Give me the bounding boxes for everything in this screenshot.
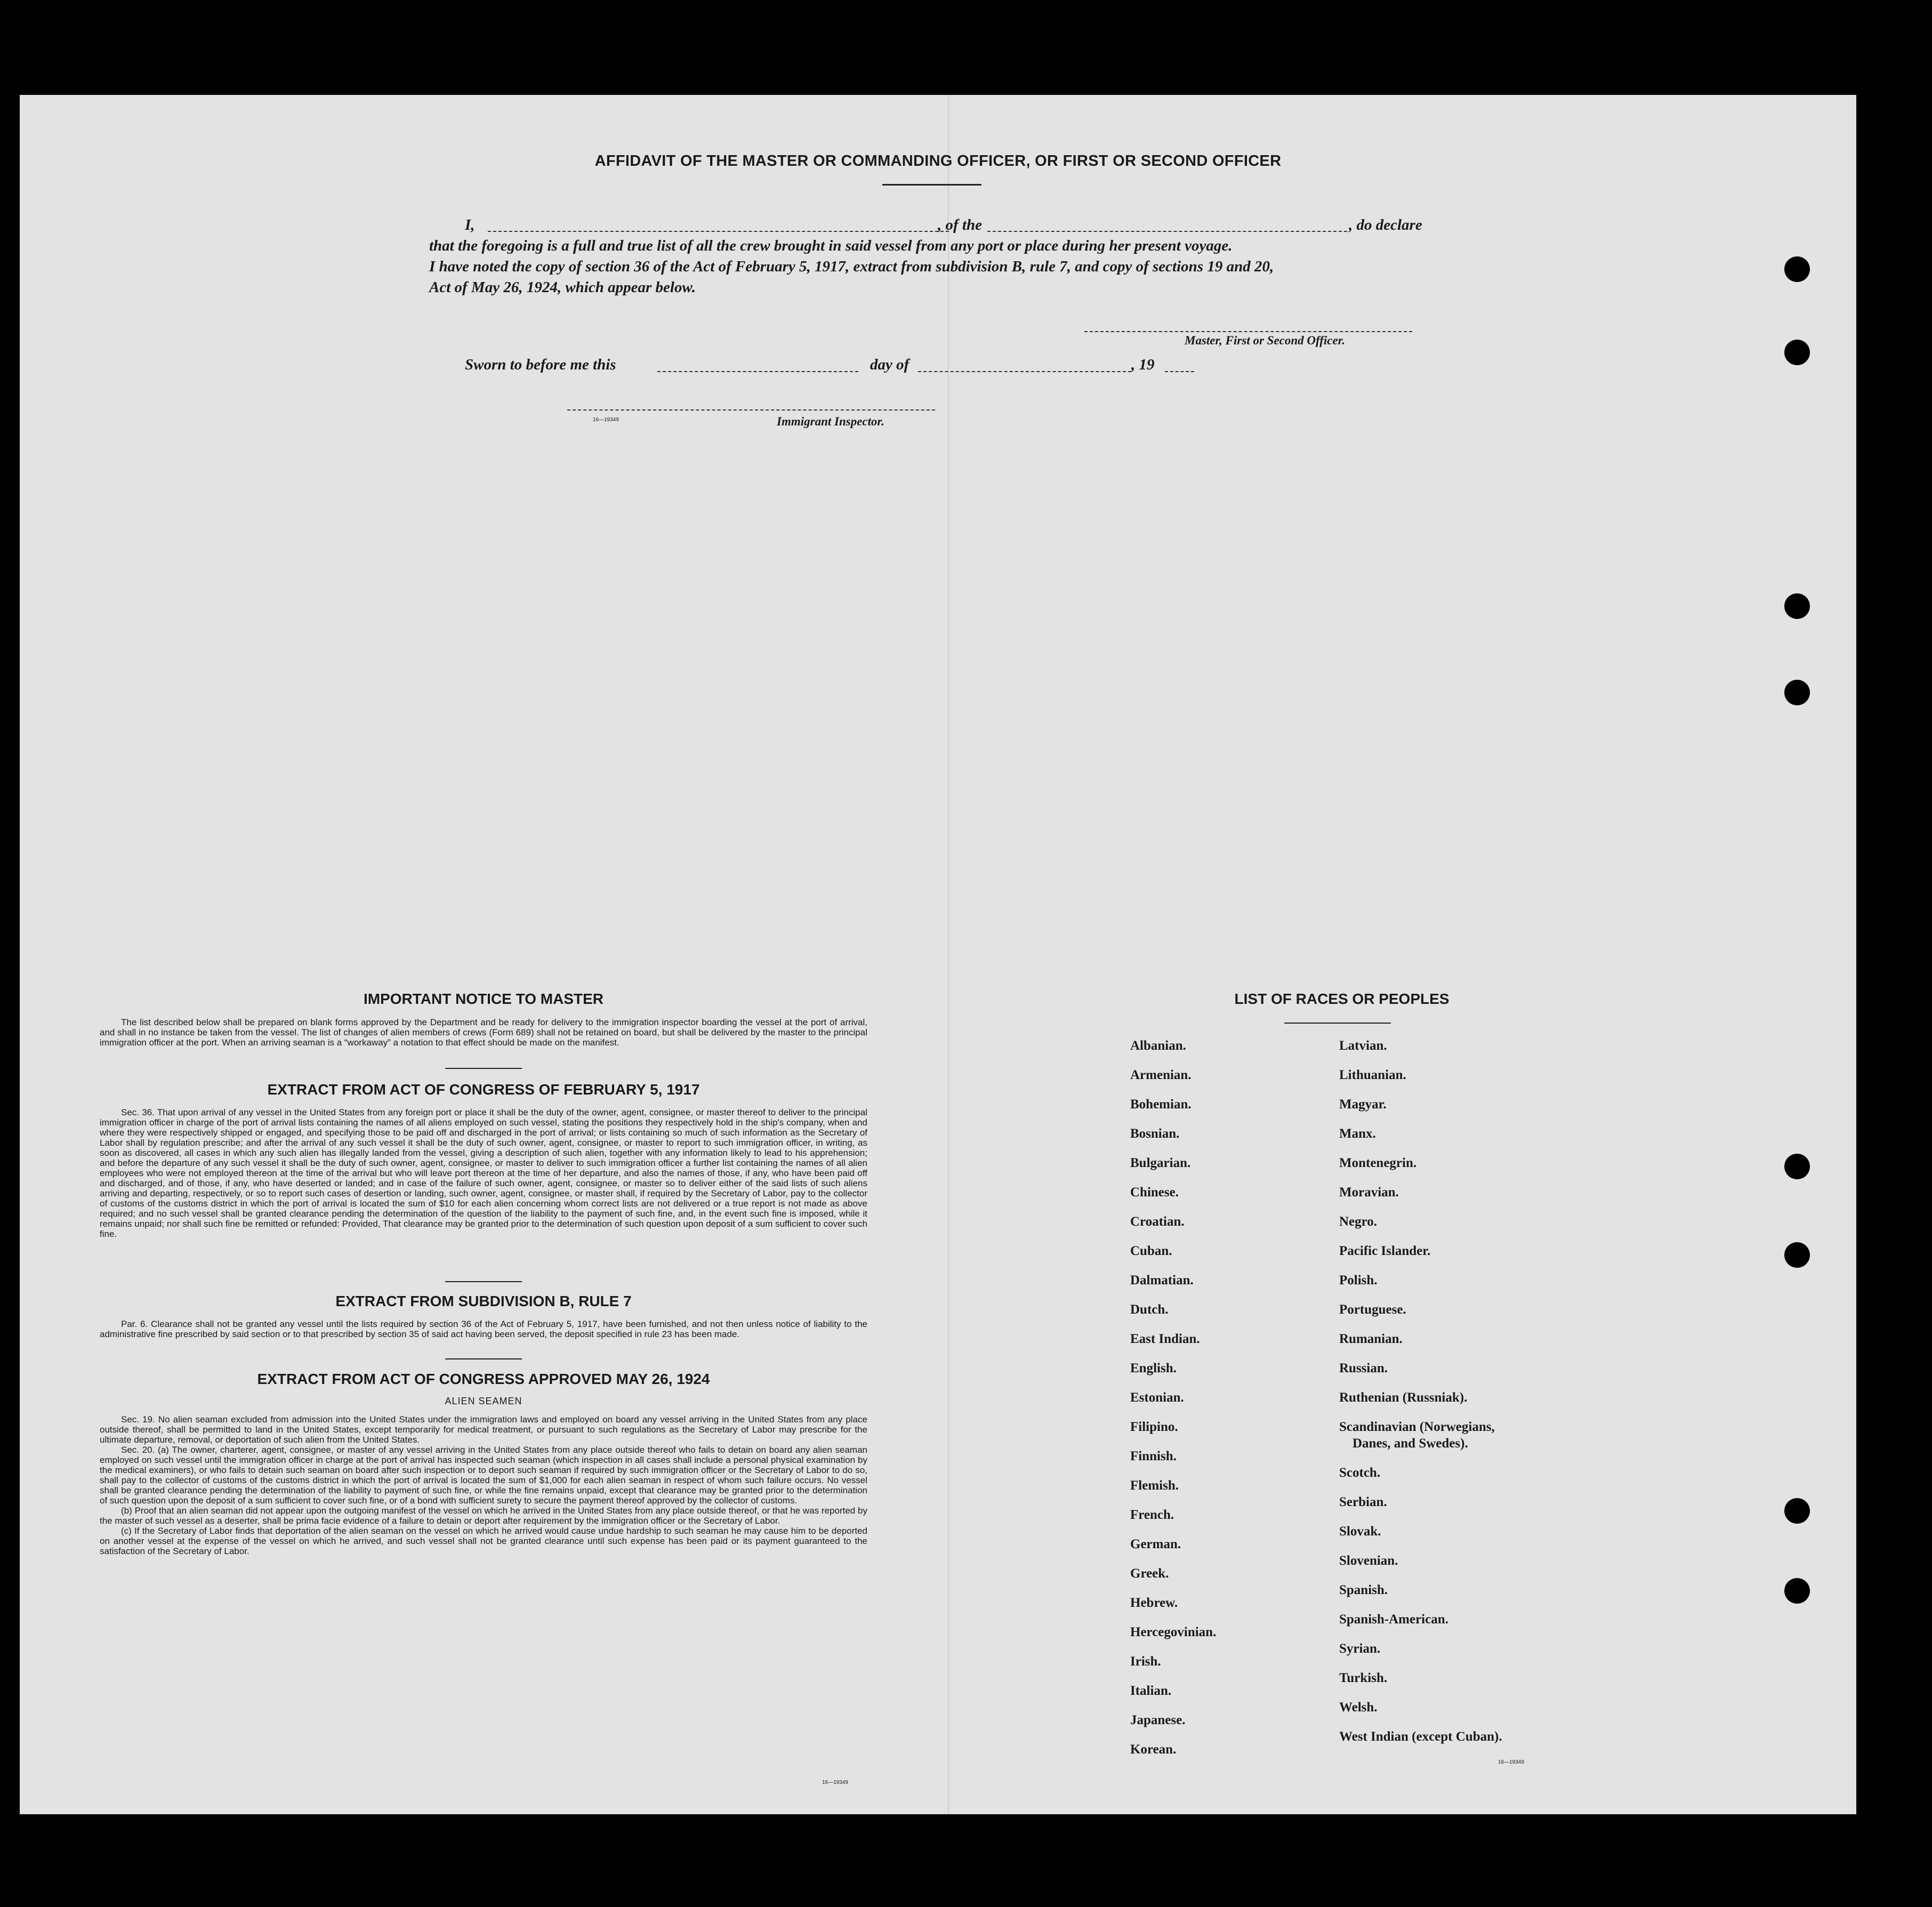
affidavit-line-4: Act of May 26, 1924, which appear below.	[429, 279, 696, 296]
race-item: Cuban.	[1130, 1244, 1172, 1258]
race-item: Pacific Islander.	[1339, 1244, 1431, 1258]
race-item: Rumanian.	[1339, 1332, 1403, 1346]
notice-title: IMPORTANT NOTICE TO MASTER	[363, 991, 604, 1007]
race-item: Turkish.	[1339, 1671, 1388, 1685]
race-item: Dutch.	[1130, 1302, 1169, 1317]
par6-paragraph: Par. 6. Clearance shall not be granted any vessel until the lists required by section 36 of the Act of February 5, 1917, have been furnished, and not then unless notice of liability to the administrative fine prescribed by said section or to that prescribed by section 35 of said act having been served, the deposit specified in rule 23 has been made.	[100, 1319, 867, 1339]
race-item: Flemish.	[1130, 1478, 1179, 1493]
race-item: Magyar.	[1339, 1097, 1387, 1112]
race-item: English.	[1130, 1361, 1177, 1375]
punch-hole	[1784, 1578, 1810, 1604]
extract-1924-text	[100, 1414, 867, 1556]
do-declare-label: , do declare	[1349, 216, 1422, 234]
notice-text	[100, 1017, 867, 1048]
race-item: Bulgarian.	[1130, 1156, 1191, 1170]
race-item: Montenegrin.	[1339, 1156, 1417, 1170]
inspector-label: Immigrant Inspector.	[777, 415, 884, 428]
punch-hole	[1784, 1242, 1810, 1268]
sec20c-paragraph: (c) If the Secretary of Labor finds that deportation of the alien seaman on the vessel on which he arrived would cause undue hardship to such seaman he may cause him to be deported on another vessel at the expense of the vessel on which he arrived, and such vessel shall not be granted clearance until such expense has been paid or its payment guaranteed to the satisfaction of the Secretary of Labor.	[100, 1526, 867, 1556]
race-item: Irish.	[1130, 1654, 1161, 1669]
sec36-paragraph: Sec. 36. That upon arrival of any vessel in the United States from any foreign port or place it shall be the duty of the owner, agent, consignee, or master thereof to deliver to the principal immigration officer in charge of the port of arrival lists containing the names of all aliens employed on such vessel, stating the positions they respectively hold in the ship's company, when and where they were respectively shipped or engaged, and specifying those to be paid off and discharged in the port of arrival; or lists containing so much of such information as the Secretary of Labor shall by regulation prescribe; and after the arrival of any such vessel it shall be the duty of such owner, agent, consignee, or master to report to such immigration officer, in writing, as soon as discovered, all cases in which any such alien has illegally landed from the vessel, giving a description of such alien, together with any information likely to lead to his apprehension; and before the departure of any such vessel it shall be the duty of such owner, agent, consignee, or master to deliver to such immigration officer a further list containing the names of all alien employees who were not employed thereon at the time of the arrival but who will leave port thereon at the time of her departure, and also the names of those, if any, who have been paid off and discharged, and of those, if any, who have deserted or landed; and in case of the failure of such owner, agent, consignee, or master so to deliver either of the said lists of such aliens arriving and departing, respectively, or so to report such cases of desertion or landing, such owner, agent, consignee, or master shall, if required by the Secretary of Labor, pay to the collector of customs of the customs district in which the port of arrival is located the sum of $10 for each alien concerning whom correct lists are not delivered or a true report is not made as above required; and no such vessel shall be granted clearance pending the determination of the question of the liability to the payment of such fine, and, in the event such fine is imposed, while it remains unpaid; nor shall such fine be remitted or refunded: Provided, That clearance may be granted prior to the determination of such question upon deposit of a sum sufficient to cover such fine.	[100, 1107, 867, 1239]
race-item: West Indian (except Cuban).	[1339, 1729, 1502, 1744]
subdivision-b-title: EXTRACT FROM SUBDIVISION B, RULE 7	[335, 1293, 632, 1309]
race-item: Bohemian.	[1130, 1097, 1192, 1112]
sec20b-paragraph: (b) Proof that an alien seaman did not appear upon the outgoing manifest of the vessel on which he arrived in the United States from any place outside thereof, or that he was reported by the master of such vessel as a deserter, shall be prima facie evidence of a failure to detain or deport after requirement by the immigration officer or the Secretary of Labor.	[100, 1506, 867, 1526]
punch-hole	[1784, 256, 1810, 282]
race-item: Finnish.	[1130, 1449, 1177, 1463]
races-rule	[1284, 1023, 1391, 1024]
race-item: Scotch.	[1339, 1466, 1381, 1480]
race-item: Portuguese.	[1339, 1302, 1406, 1317]
affidavit-line-3: I have noted the copy of section 36 of the Act of February 5, 1917, extract from subdivision B, rule 7, and copy of sections 19 and 20,	[429, 258, 1274, 275]
page-fold	[948, 95, 949, 1814]
sec20a-paragraph: Sec. 20. (a) The owner, charterer, agent, consignee, or master of any vessel arriving in the United States from any place outside thereof who fails to detain on board any alien seaman employed on such vessel until the immigration officer in charge at the port of arrival has inspected such seaman (which inspection in all cases shall include a personal physical examination by the medical examiners), or who fails to detain such seaman on board after such inspection or to deport such seaman if required by such immigration officer or the Secretary of Labor to do so, shall pay to the collector of customs of the customs district in which the port of arrival is located the sum of $1,000 for each alien seaman in respect of whom such failure occurs. No vessel shall be granted clearance pending the determination of the liability to payment of such fine, or while the fine remains unpaid, except that clearance may be granted prior to the determination of such question upon the deposit of a sum sufficient to cover such fine, or of a bond with sufficient surety to secure the payment thereof approved by the collector of customs.	[100, 1445, 867, 1506]
punch-hole	[1784, 340, 1810, 365]
day-of-label: day of	[870, 356, 909, 373]
notice-rule	[445, 1068, 522, 1069]
punch-hole	[1784, 1154, 1810, 1179]
race-item: Estonian.	[1130, 1390, 1184, 1405]
race-item: Moravian.	[1339, 1185, 1399, 1200]
race-item: Dalmatian.	[1130, 1273, 1194, 1288]
punch-hole	[1784, 1498, 1810, 1524]
race-item: Ruthenian (Russniak).	[1339, 1390, 1468, 1405]
race-item: Hercegovinian.	[1130, 1625, 1217, 1639]
race-item: French.	[1130, 1508, 1174, 1522]
extract-1917-title: EXTRACT FROM ACT OF CONGRESS OF FEBRUARY 5, 1917	[267, 1081, 700, 1098]
vessel-blank-line[interactable]	[987, 231, 1347, 232]
races-title: LIST OF RACES OR PEOPLES	[1234, 991, 1450, 1007]
race-item: Manx.	[1339, 1127, 1376, 1141]
race-item: Japanese.	[1130, 1713, 1186, 1727]
race-item: Lithuanian.	[1339, 1068, 1406, 1082]
race-item: Slovenian.	[1339, 1554, 1398, 1568]
race-item: Greek.	[1130, 1566, 1169, 1581]
notice-paragraph: The list described below shall be prepared on blank forms approved by the Department and be ready for delivery to the immigration inspector boarding the vessel at the port of arrival, and shall in no instance be taken from the vessel. The list of changes of alien members of crews (Form 689) shall not be retained on board, but shall be delivered by the master to the principal immigration officer at the port. When an arriving seaman is a “workaway” a notation to that effect should be made on the manifest.	[100, 1017, 867, 1048]
sec19-paragraph: Sec. 19. No alien seaman excluded from admission into the United States under the immigration laws and employed on board any vessel arriving in the United States from any place outside thereof, shall be permitted to land in the United States, except temporarily for medical treatment, or pursuant to such regulations as the Secretary of Labor may prescribe for the ultimate departure, removal, or deportation of such alien from the United States.	[100, 1414, 867, 1445]
race-item: Serbian.	[1339, 1495, 1387, 1509]
extract-1917-text	[100, 1107, 867, 1239]
race-item: Hebrew.	[1130, 1596, 1178, 1610]
sworn-day-line[interactable]	[657, 371, 858, 372]
race-item: German.	[1130, 1537, 1181, 1551]
race-item: Danes, and Swedes).	[1353, 1436, 1468, 1451]
race-item: Croatian.	[1130, 1214, 1185, 1229]
race-item: Italian.	[1130, 1684, 1172, 1698]
extract-1924-title: EXTRACT FROM ACT OF CONGRESS APPROVED MAY 26, 1924	[257, 1371, 710, 1387]
subdivision-b-rule	[445, 1358, 522, 1359]
race-item: Filipino.	[1130, 1420, 1178, 1434]
extract-form-number: 16—19349	[822, 1780, 848, 1785]
race-item: Syrian.	[1339, 1642, 1381, 1656]
race-item: Spanish-American.	[1339, 1612, 1448, 1627]
subdivision-b-text	[100, 1319, 867, 1339]
document-sheet	[20, 95, 1856, 1814]
race-item: Albanian.	[1130, 1039, 1186, 1053]
races-form-number: 16—19349	[1498, 1759, 1524, 1765]
master-label: Master, First or Second Officer.	[1185, 334, 1346, 347]
master-signature-line[interactable]	[1084, 331, 1412, 332]
race-item: Korean.	[1130, 1742, 1177, 1757]
race-item: Welsh.	[1339, 1700, 1378, 1715]
year-label: , 19	[1131, 356, 1155, 373]
race-item: Polish.	[1339, 1273, 1378, 1288]
sworn-label: Sworn to before me this	[465, 356, 616, 373]
inspector-signature-line[interactable]	[567, 409, 935, 411]
affidavit-line-2: that the foregoing is a full and true list of all the crew brought in said vessel from any port or place during her present voyage.	[429, 237, 1233, 254]
race-item: Scandinavian (Norwegians,	[1339, 1420, 1495, 1434]
affidavit-form-number: 16—19349	[593, 417, 619, 423]
race-item: Slovak.	[1339, 1524, 1381, 1539]
sworn-month-line[interactable]	[918, 371, 1131, 372]
title-rule	[882, 184, 981, 186]
extract-1917-rule	[445, 1281, 522, 1282]
punch-hole	[1784, 593, 1810, 619]
affidavit-i-label: I,	[465, 216, 475, 234]
race-item: Bosnian.	[1130, 1127, 1180, 1141]
punch-hole	[1784, 680, 1810, 705]
sworn-year-line[interactable]	[1165, 371, 1194, 372]
race-item: Negro.	[1339, 1214, 1378, 1229]
alien-seamen-subtitle: ALIEN SEAMEN	[445, 1396, 522, 1406]
affidavit-title: AFFIDAVIT OF THE MASTER OR COMMANDING OFFICER, OR FIRST OR SECOND OFFICER	[594, 152, 1282, 170]
name-blank-line[interactable]	[488, 231, 949, 232]
race-item: Latvian.	[1339, 1039, 1387, 1053]
race-item: East Indian.	[1130, 1332, 1200, 1346]
of-the-label: , of the	[938, 216, 982, 234]
race-item: Chinese.	[1130, 1185, 1179, 1200]
race-item: Russian.	[1339, 1361, 1388, 1375]
race-item: Armenian.	[1130, 1068, 1192, 1082]
race-item: Spanish.	[1339, 1583, 1388, 1597]
